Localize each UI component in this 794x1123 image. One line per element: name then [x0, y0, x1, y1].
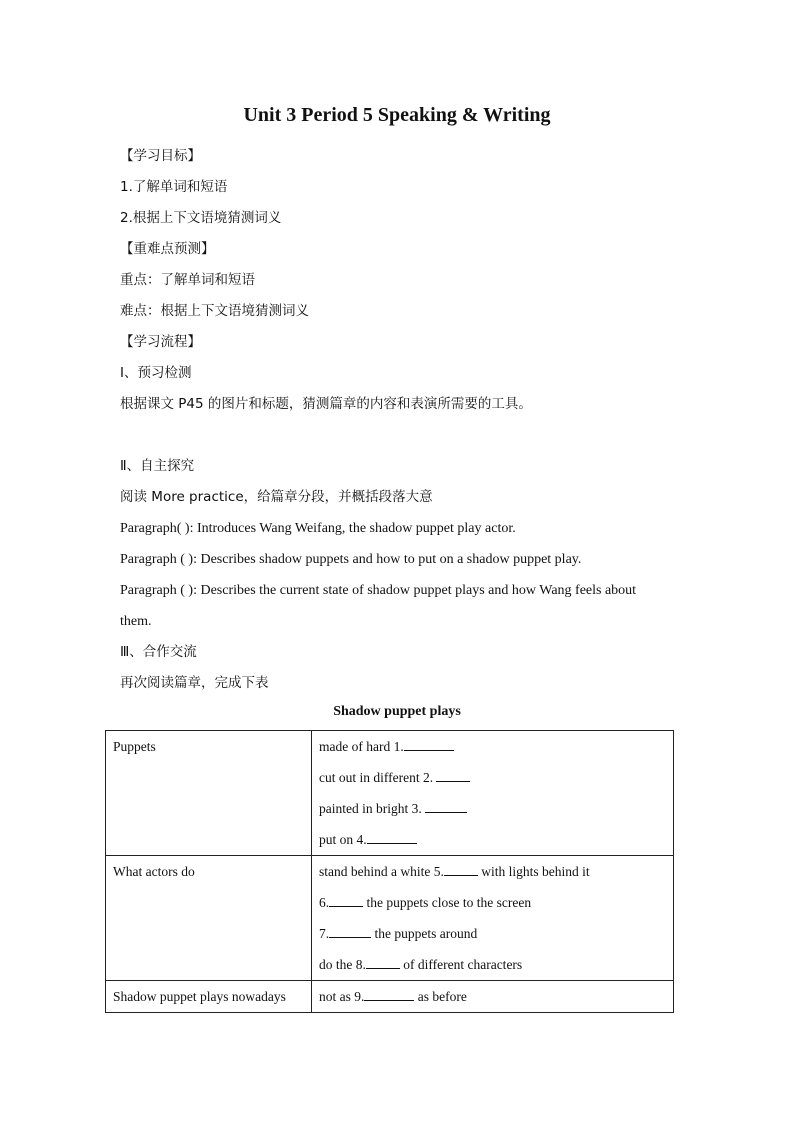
fill-in-item	[319, 731, 673, 762]
fill-in-item	[319, 793, 673, 824]
paragraph-3: Paragraph ( ): Describes the current state of shadow puppet plays and how Wang feels about	[120, 583, 637, 598]
part1-heading: Ⅰ、预习检测	[120, 365, 192, 381]
part2-heading: Ⅱ、自主探究	[120, 458, 195, 474]
table-title: Shadow puppet plays	[333, 704, 461, 719]
item-text-before: do the 8.	[319, 957, 366, 972]
item-text-before: made of hard 1.	[319, 739, 404, 754]
objectives-heading: 【学习目标】	[120, 148, 201, 164]
part3-text: 再次阅读篇章，完成下表	[120, 675, 269, 691]
row-label: What actors do	[113, 864, 195, 879]
objective-1: 1.了解单词和短语	[120, 179, 228, 195]
paragraph-3-continued: them.	[120, 614, 152, 629]
fill-in-item	[319, 856, 673, 887]
item-text-before: put on 4.	[319, 832, 367, 847]
item-text-after: of different characters	[399, 957, 523, 972]
fill-in-item	[319, 824, 673, 855]
part2-text: 阅读 More practice，给篇章分段，并概括段落大意	[120, 489, 433, 505]
row-items-cell	[312, 981, 674, 1013]
paragraph-2: Paragraph ( ): Describes shadow puppets and how to put on a shadow puppet play.	[120, 552, 582, 567]
item-text-before: 6.	[319, 895, 330, 910]
fill-in-item	[319, 918, 673, 949]
table-row	[106, 856, 674, 981]
row-items-cell	[312, 856, 674, 981]
item-text-before: cut out in different 2.	[319, 770, 437, 785]
answer-blank[interactable]	[329, 891, 363, 907]
fill-in-item	[319, 762, 673, 793]
answer-blank[interactable]	[444, 860, 478, 876]
shadow-puppet-table	[105, 730, 674, 1013]
answer-blank[interactable]	[367, 828, 417, 844]
row-label-cell	[106, 856, 312, 981]
item-text-after: as before	[414, 989, 467, 1004]
answer-blank[interactable]	[366, 953, 400, 969]
item-text-before: not as 9.	[319, 989, 365, 1004]
row-label: Puppets	[113, 739, 156, 754]
fill-in-item	[319, 887, 673, 918]
difficult-point: 难点：根据上下文语境猜测词义	[120, 303, 309, 319]
row-label-cell	[106, 731, 312, 856]
answer-blank[interactable]	[425, 797, 467, 813]
item-text-before: painted in bright 3.	[319, 801, 426, 816]
item-text-after: the puppets around	[371, 926, 478, 941]
fill-in-item	[319, 981, 673, 1012]
part1-text: 根据课文 P45 的图片和标题，猜测篇章的内容和表演所需要的工具。	[120, 396, 532, 412]
item-text-after: the puppets close to the screen	[363, 895, 532, 910]
key-points-heading: 【重难点预测】	[120, 241, 215, 257]
objective-2: 2.根据上下文语境猜测词义	[120, 210, 282, 226]
answer-blank[interactable]	[436, 766, 470, 782]
worksheet-body	[120, 141, 680, 699]
spacer	[120, 420, 680, 451]
item-text-before: stand behind a white 5.	[319, 864, 444, 879]
process-heading: 【学习流程】	[120, 334, 201, 350]
part3-heading: Ⅲ、合作交流	[120, 644, 197, 660]
row-items-cell	[312, 731, 674, 856]
paragraph-1: Paragraph( ): Introduces Wang Weifang, the shadow puppet play actor.	[120, 521, 516, 536]
table-row	[106, 981, 674, 1013]
answer-blank[interactable]	[404, 735, 454, 751]
table-row	[106, 731, 674, 856]
answer-blank[interactable]	[364, 985, 414, 1001]
row-label-cell	[106, 981, 312, 1013]
item-text-before: 7.	[319, 926, 330, 941]
key-point: 重点：了解单词和短语	[120, 272, 255, 288]
item-text-after: with lights behind it	[477, 864, 590, 879]
page-title: Unit 3 Period 5 Speaking & Writing	[243, 104, 551, 126]
answer-blank[interactable]	[329, 922, 371, 938]
row-label: Shadow puppet plays nowadays	[113, 989, 286, 1004]
fill-in-item	[319, 949, 673, 980]
